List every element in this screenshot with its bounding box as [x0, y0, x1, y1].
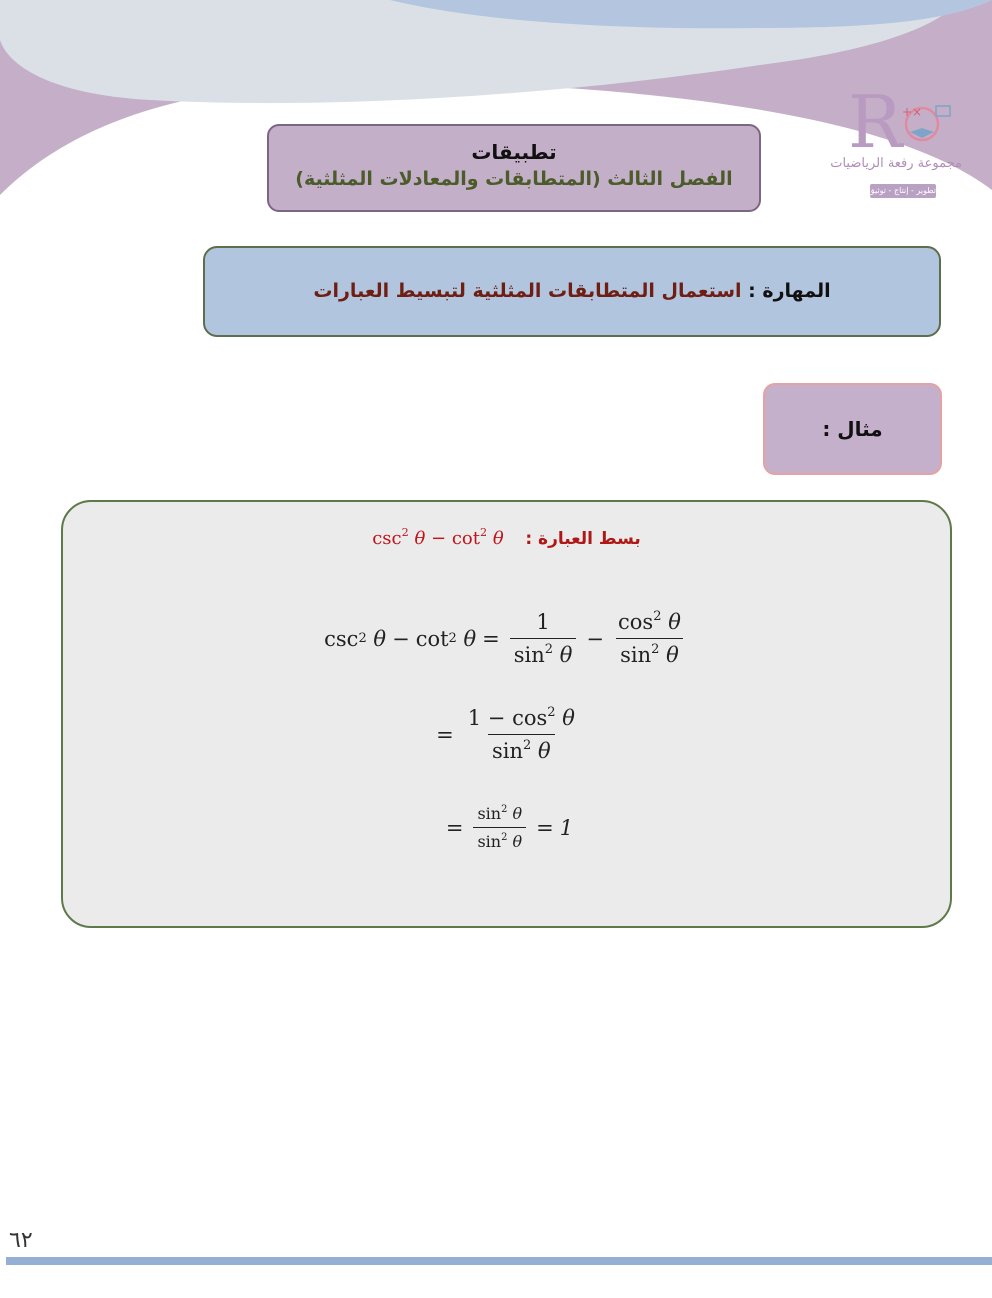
fraction-one-minus-cos2-over-sin2: $\frac{1 - \cos^2 \theta}{\sin^2 \theta}$ [467, 704, 575, 763]
lesson-title: تطبيقات [471, 140, 557, 164]
task-line [63, 528, 950, 549]
skill-text: استعمال المتطابقات المثلثية لتبسيط العبارات [313, 280, 742, 302]
solution-box [61, 500, 952, 928]
page-number: ٦٢ [9, 1228, 33, 1253]
logo-letter: R [848, 80, 903, 164]
equation-line-2: = $\frac{1 - \cos^2 \theta}{\sin^2 \theta}$ [63, 706, 950, 763]
lesson-title-box [267, 124, 761, 212]
equation-line-1: csc 2 θ − cot 2 θ = $\frac{1}{\sin^2 \theta}$ − $\frac{\cos^2 \theta}{\sin^2 \theta}$ [63, 610, 950, 667]
fraction-one-over-sin2: $\frac{1}{\sin^2 \theta}$ [510, 610, 577, 667]
svg-text:+×: +× [902, 105, 923, 119]
footer-bar [6, 1257, 992, 1265]
fraction-cos2-over-sin2: $\frac{\cos^2 \theta}{\sin^2 \theta}$ [618, 608, 681, 667]
result-value: 1 [559, 815, 574, 840]
equation-line-3: = $\frac{\sin^2 \theta}{\sin^2 \theta}$ = 1 [445, 804, 574, 851]
example-label: مثال : [822, 417, 883, 441]
fraction-sin2-over-sin2: $\frac{\sin^2 \theta}{\sin^2 \theta}$ [473, 804, 526, 851]
logo [830, 80, 964, 206]
chapter-title: الفصل الثالث (المتطابقات والمعادلات المثلثية) [295, 168, 733, 190]
logo-name: مجموعة رفعة الرياضيات [830, 156, 962, 171]
logo-tagline: تطوير - إنتاج - توثيق [870, 184, 936, 198]
skill-label: المهارة : [748, 280, 831, 302]
example-label-box [763, 383, 942, 475]
task-expression: $\csc^2 \theta - \cot^2 \theta$ [372, 526, 504, 549]
skill-box [203, 246, 941, 337]
task-label: بسط العبارة : [525, 529, 641, 549]
math-symbols-icon [900, 102, 960, 162]
